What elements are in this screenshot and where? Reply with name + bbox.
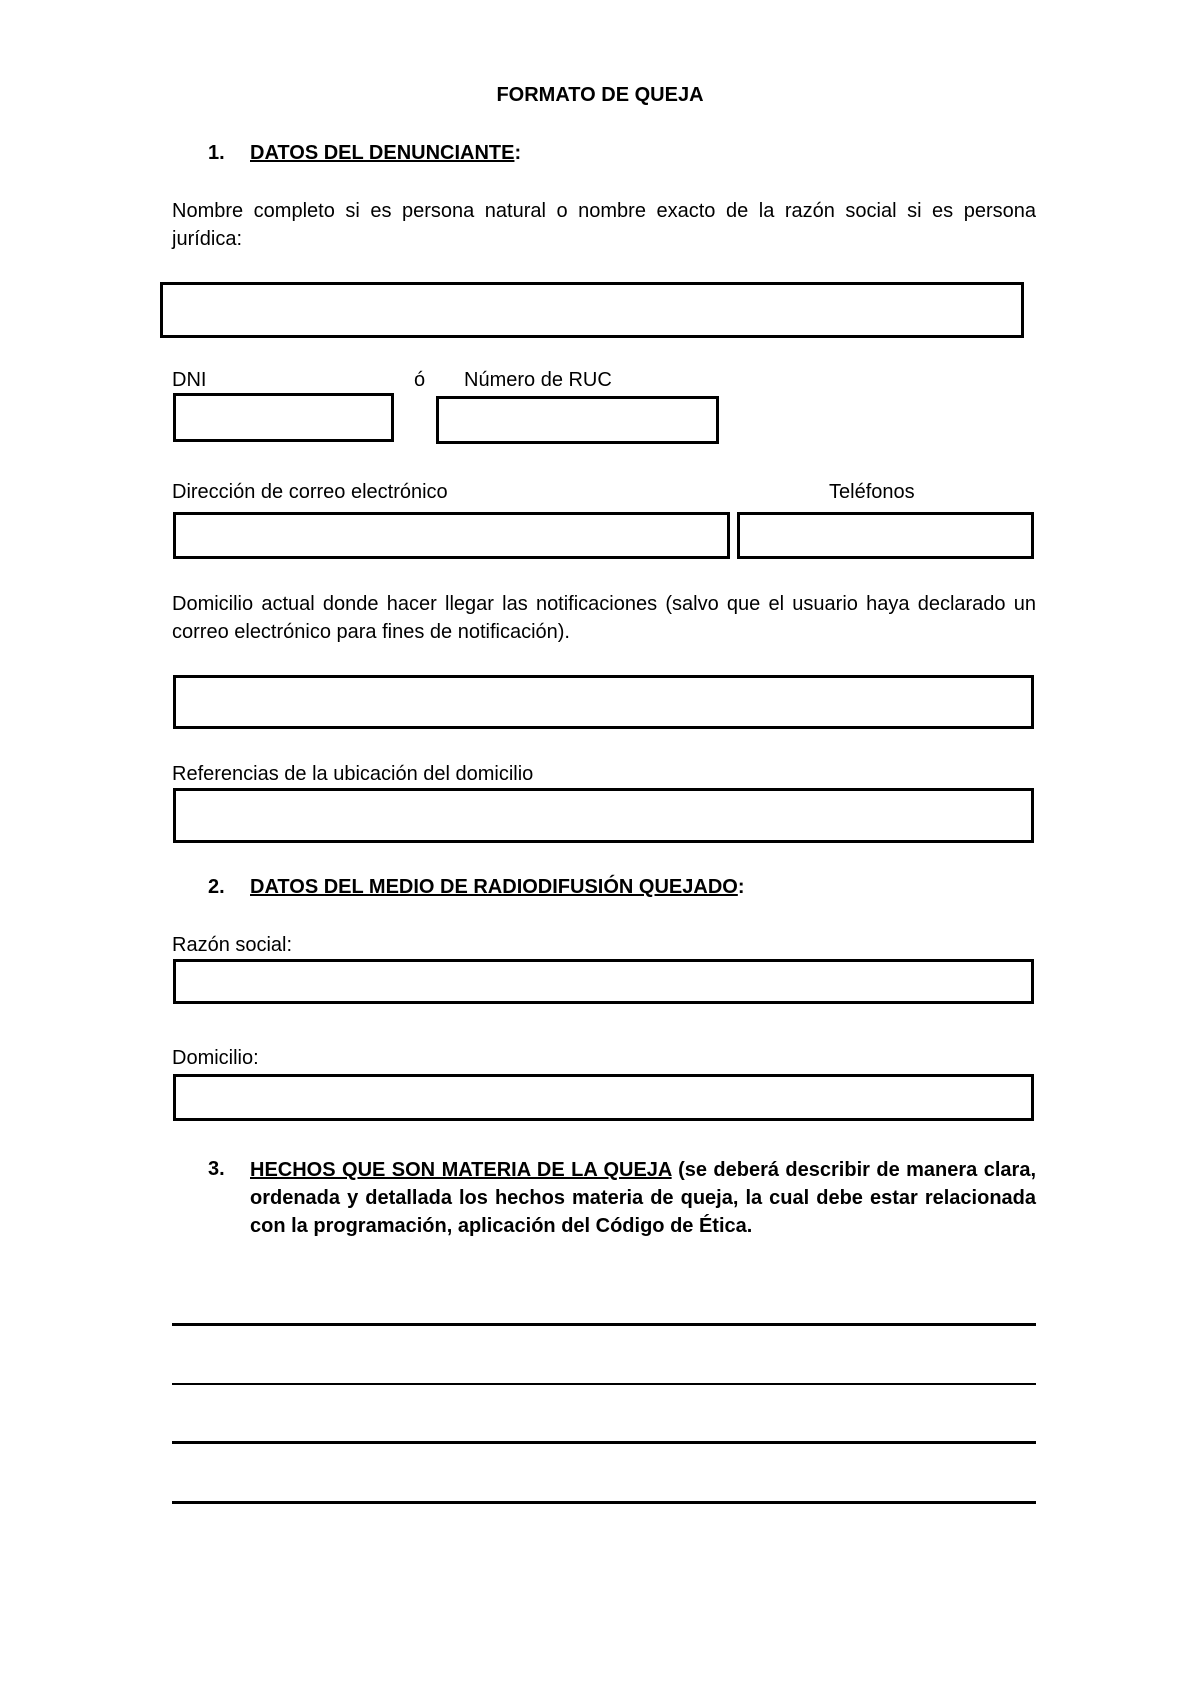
email-label: Dirección de correo electrónico xyxy=(172,481,448,503)
section-3-description: (se deberá describir de manera clara, ordenada y detallada los hechos materia de queja, la cual debe estar relacionada con la programación, aplicación del Código de Ética. xyxy=(250,1159,1036,1237)
company-address-field[interactable] xyxy=(173,1074,1034,1121)
section-2-heading-text: DATOS DEL MEDIO DE RADIODIFUSIÓN QUEJADO xyxy=(250,876,738,898)
section-3-number: 3. xyxy=(208,1158,225,1180)
answer-line[interactable] xyxy=(172,1501,1036,1504)
company-address-label: Domicilio: xyxy=(172,1047,259,1069)
answer-line[interactable] xyxy=(172,1323,1036,1326)
section-1-number: 1. xyxy=(208,142,225,164)
ruc-field[interactable] xyxy=(436,396,719,444)
answer-line[interactable] xyxy=(172,1383,1036,1385)
full-name-field[interactable] xyxy=(160,282,1024,338)
section-3-heading-text: HECHOS QUE SON MATERIA DE LA QUEJA xyxy=(250,1159,672,1181)
answer-line[interactable] xyxy=(172,1441,1036,1444)
section-1-heading xyxy=(250,142,521,165)
section-1-heading-text: DATOS DEL DENUNCIANTE xyxy=(250,142,515,164)
dni-field[interactable] xyxy=(173,393,394,442)
section-1-heading-colon: : xyxy=(514,142,522,164)
dni-label: DNI xyxy=(172,369,207,391)
company-name-field[interactable] xyxy=(173,959,1034,1004)
section-2-heading xyxy=(250,876,745,899)
address-reference-label: Referencias de la ubicación del domicilio xyxy=(172,763,534,785)
phone-label: Teléfonos xyxy=(829,481,915,503)
address-reference-field[interactable] xyxy=(173,788,1034,843)
email-field[interactable] xyxy=(173,512,730,559)
company-name-label: Razón social: xyxy=(172,934,293,956)
section-2-number: 2. xyxy=(208,876,225,898)
full-name-label: Nombre completo si es persona natural o nombre exacto de la razón social si es persona jurídica: xyxy=(172,200,1036,250)
address-field[interactable] xyxy=(173,675,1034,729)
section-3-heading xyxy=(250,1156,1036,1240)
address-label: Domicilio actual donde hacer llegar las notificaciones (salvo que el usuario haya declarado un correo electrónico para fines de notificación). xyxy=(172,593,1036,643)
phone-field[interactable] xyxy=(737,512,1034,559)
ruc-label: Número de RUC xyxy=(464,369,612,391)
page-title: FORMATO DE QUEJA xyxy=(496,84,704,106)
section-2-heading-colon: : xyxy=(737,876,745,898)
or-label: ó xyxy=(414,369,426,391)
